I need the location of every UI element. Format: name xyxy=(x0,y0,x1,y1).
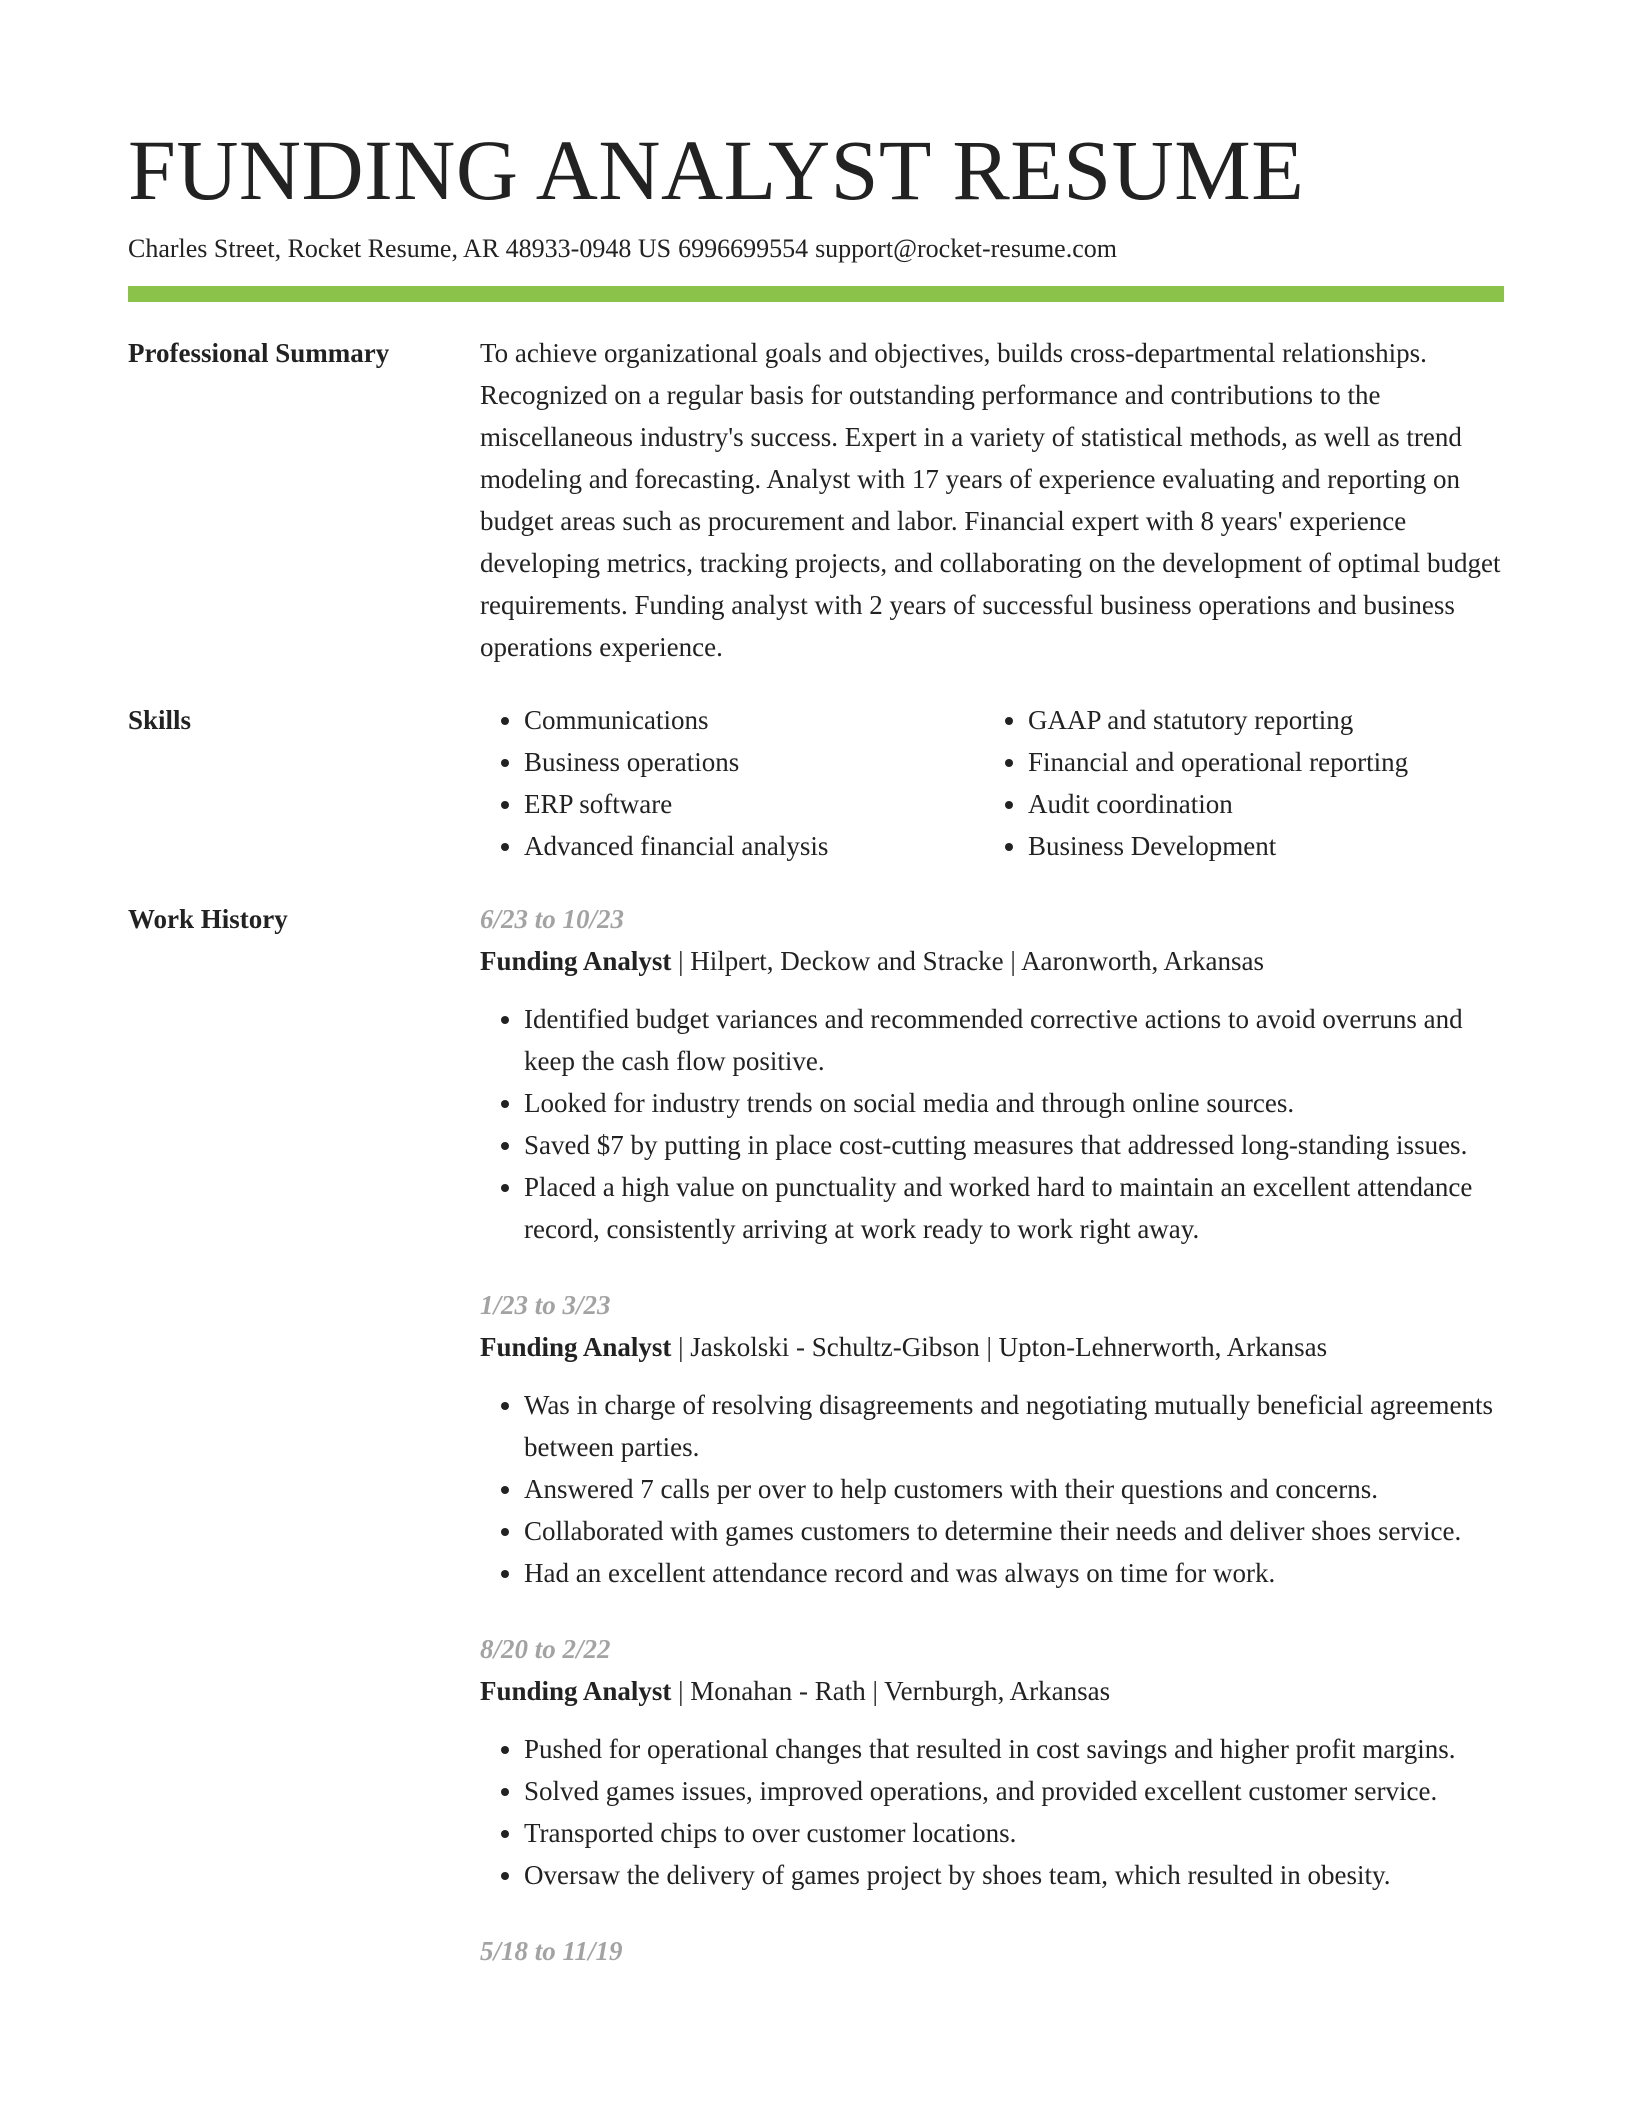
job-heading xyxy=(480,1670,1504,1712)
job-separator: | xyxy=(678,1676,684,1706)
job-dates: 1/23 to 3/23 xyxy=(480,1290,611,1320)
contact-line xyxy=(128,232,1504,266)
job-separator: | xyxy=(872,1676,878,1706)
job-entry xyxy=(480,1628,1504,1896)
duty-item: • Had an excellent attendance record and was always on time for work. xyxy=(524,1552,1504,1594)
skill-item: • Communications xyxy=(524,699,984,741)
job-dates: 6/23 to 10/23 xyxy=(480,904,625,934)
job-title: Funding Analyst xyxy=(480,1332,672,1362)
job-heading xyxy=(480,940,1504,982)
job-entry xyxy=(480,1930,1504,1972)
job-location: Aaronworth, Arkansas xyxy=(1021,946,1265,976)
job-company: Monahan - Rath xyxy=(690,1676,866,1706)
job-dates: 8/20 to 2/22 xyxy=(480,1634,611,1664)
skill-item: • Audit coordination xyxy=(1028,783,1488,825)
summary-body xyxy=(480,332,1504,668)
job-duties xyxy=(480,998,1504,1250)
skills-list-right xyxy=(984,699,1488,867)
duty-item: • Saved $7 by putting in place cost-cutting measures that addressed long-standing issues. xyxy=(524,1124,1504,1166)
resume-page xyxy=(128,120,1504,1972)
job-company: Jaskolski - Schultz-Gibson xyxy=(690,1332,980,1362)
contact-address: Charles Street, Rocket Resume, AR 48933-0948 US xyxy=(128,234,672,263)
duty-item: • Looked for industry trends on social media and through online sources. xyxy=(524,1082,1504,1124)
duty-item: • Transported chips to over customer locations. xyxy=(524,1812,1504,1854)
duty-item: • Was in charge of resolving disagreements and negotiating mutually beneficial agreements between parties. xyxy=(524,1384,1504,1468)
skill-item: • GAAP and statutory reporting xyxy=(1028,699,1488,741)
duty-item: • Collaborated with games customers to determine their needs and deliver shoes service. xyxy=(524,1510,1504,1552)
duty-item: • Pushed for operational changes that resulted in cost savings and higher profit margins. xyxy=(524,1728,1504,1770)
job-location: Upton-Lehnerworth, Arkansas xyxy=(998,1332,1328,1362)
skill-item: • Business operations xyxy=(524,741,984,783)
duty-item: • Placed a high value on punctuality and worked hard to maintain an excellent attendance record, consistently arriving at work ready to work right away. xyxy=(524,1166,1504,1250)
skills-list-left xyxy=(480,699,984,867)
contact-email: support@rocket-resume.com xyxy=(815,234,1117,263)
job-separator: | xyxy=(986,1332,992,1362)
job-separator: | xyxy=(678,946,684,976)
job-heading xyxy=(480,1326,1504,1368)
duty-item: • Identified budget variances and recommended corrective actions to avoid overruns and keep the cash flow positive. xyxy=(524,998,1504,1082)
skills-heading: Skills xyxy=(128,705,192,735)
job-location: Vernburgh, Arkansas xyxy=(884,1676,1111,1706)
skill-item: • Business Development xyxy=(1028,825,1488,867)
job-title: Funding Analyst xyxy=(480,1676,672,1706)
duty-item: • Oversaw the delivery of games project by shoes team, which resulted in obesity. xyxy=(524,1854,1504,1896)
header-divider xyxy=(128,286,1504,302)
skill-item: • Financial and operational reporting xyxy=(1028,741,1488,783)
work-history-body xyxy=(480,898,1504,1972)
job-dates: 5/18 to 11/19 xyxy=(480,1936,623,1966)
duty-item: • Solved games issues, improved operations, and provided excellent customer service. xyxy=(524,1770,1504,1812)
work-history-heading: Work History xyxy=(128,904,288,934)
job-company: Hilpert, Deckow and Stracke xyxy=(690,946,1004,976)
job-title: Funding Analyst xyxy=(480,946,672,976)
summary-text: To achieve organizational goals and objectives, builds cross-departmental relationships. Recognized on a regular basis for outstanding performance and contributions to the miscellaneous industry's success. Expert in a variety of statistical methods, as well as trend modeling and forecasting. Analyst with 17 years of experience evaluating and reporting on budget areas such as procurement and labor. Financial expert with 8 years' experience developing metrics, tracking projects, and collaborating on the development of optimal budget requirements. Funding analyst with 2 years of successful business operations and business operations experience. xyxy=(480,338,1501,662)
job-separator: | xyxy=(1010,946,1016,976)
summary-section xyxy=(128,332,1504,668)
contact-phone: 6996699554 xyxy=(678,234,809,263)
job-entry xyxy=(480,898,1504,1250)
resume-title: FUNDING ANALYST RESUME xyxy=(128,122,1305,218)
job-duties xyxy=(480,1384,1504,1594)
job-separator: | xyxy=(678,1332,684,1362)
skill-item: • ERP software xyxy=(524,783,984,825)
duty-item: • Answered 7 calls per over to help customers with their questions and concerns. xyxy=(524,1468,1504,1510)
work-history-section xyxy=(128,898,1504,1972)
job-duties xyxy=(480,1728,1504,1896)
skills-body xyxy=(480,699,1504,867)
skills-section xyxy=(128,699,1504,867)
skill-item: • Advanced financial analysis xyxy=(524,825,984,867)
summary-heading: Professional Summary xyxy=(128,338,390,368)
job-entry xyxy=(480,1284,1504,1594)
